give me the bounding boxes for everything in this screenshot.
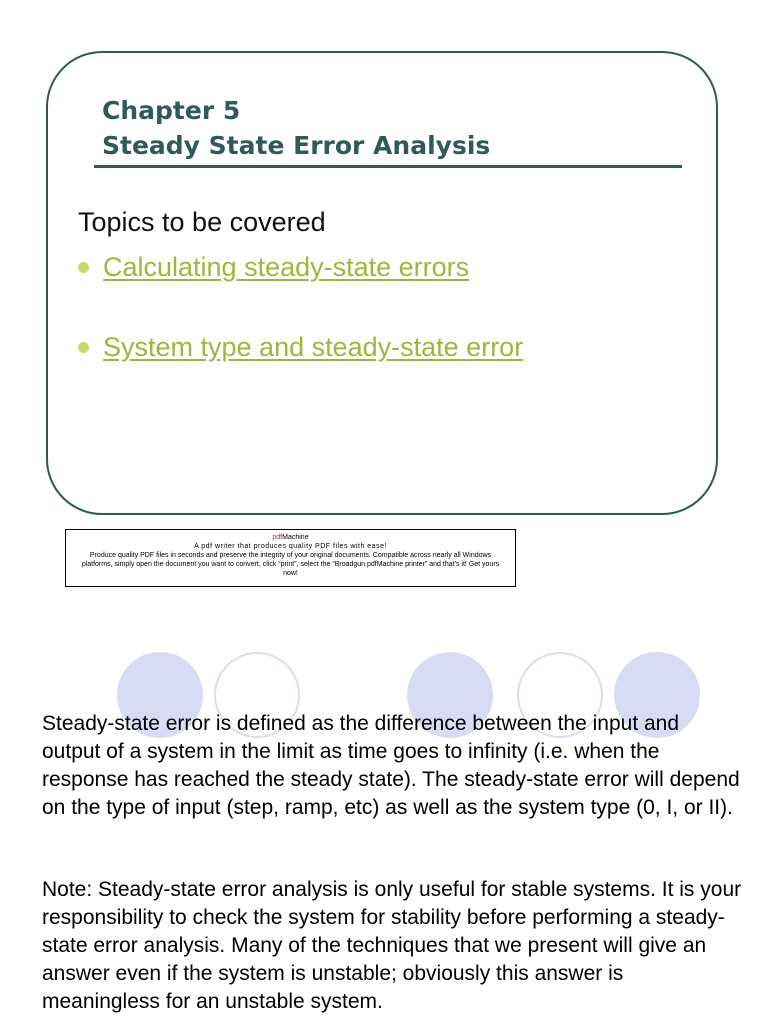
brand-machine: Machine [282,534,309,541]
title-chapter: Chapter 5 [102,96,241,125]
paragraph-definition: Steady-state error is defined as the difference between the input and output of a system in the limit as time goes to infinity (i.e. when the response has reached the steady state). The steady-state error will depend on the type of input (step, ramp, etc) as well as the system type (0, I, or II). [42,712,740,819]
banner-brand [66,533,515,542]
slide-frame [46,51,718,515]
title-divider [94,165,682,168]
banner-tagline: A pdf writer that produces quality PDF files with ease! [194,543,387,550]
topics-heading: Topics to be covered [78,207,326,237]
bullet-dot-icon [78,262,89,273]
banner-body: Produce quality PDF files in seconds and preserve the integrity of your original documents. Compatible across nearly all Windows platforms, simply open the document you want to convert, click “print”, select the “Broadgun pdfMachine printer” and that’s it! Get yours now! [81,552,500,577]
title-subject: Steady State Error Analysis [102,131,491,160]
pdfmachine-banner [65,529,516,587]
brand-pdf: pdf [272,534,283,541]
slide-title [102,93,490,163]
topic-item-calculating [78,252,469,283]
paragraph-note: Note: Steady-state error analysis is only useful for stable systems. It is your responsibility to check the system for stability before performing a steady-state error analysis. Many of the techniques that we present will give an answer even if the system is unstable; obviously this answer is meaningless for an unstable system. [42,878,742,1013]
topic-link-calculating-errors[interactable]: Calculating steady-state errors [103,252,470,282]
topic-link-system-type[interactable]: System type and steady-state error [103,332,524,362]
bullet-dot-icon [78,342,89,353]
topic-item-system-type [78,332,523,363]
